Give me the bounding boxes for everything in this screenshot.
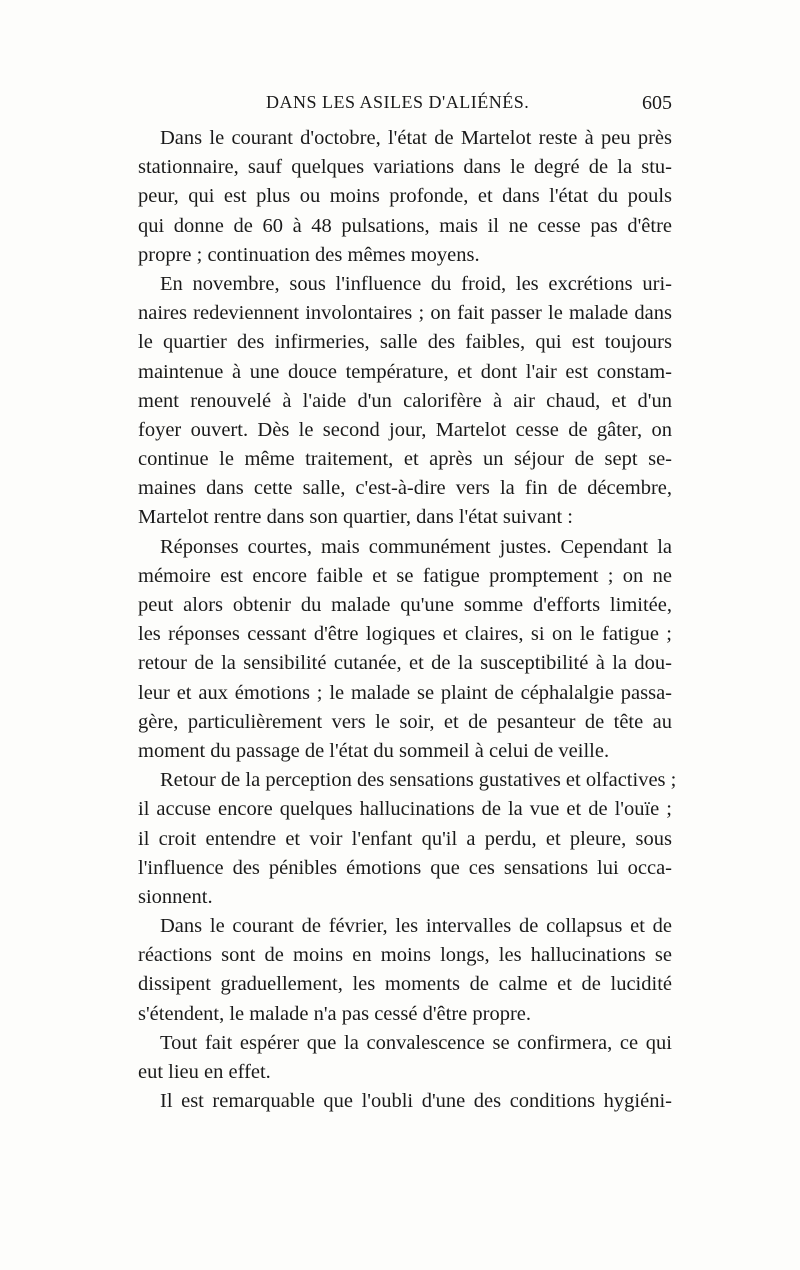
text-line: continue le même traitement, et après un séjour de sept se- bbox=[138, 448, 672, 471]
text-line: maintenue à une douce température, et dont l'air est constam- bbox=[138, 360, 672, 383]
text-line: naires redeviennent involontaires ; on fait passer le malade dans bbox=[138, 302, 672, 325]
text-line: maines dans cette salle, c'est-à-dire vers la fin de décembre, bbox=[138, 477, 672, 500]
text-line: stationnaire, sauf quelques variations dans le degré de la stu- bbox=[138, 156, 672, 179]
text-line: s'étendent, le malade n'a pas cessé d'être propre. bbox=[138, 1002, 532, 1025]
text-line: dissipent graduellement, les moments de calme et de lucidité bbox=[138, 973, 672, 996]
text-line: moment du passage de l'état du sommeil à celui de veille. bbox=[138, 739, 610, 762]
text-line: Il est remarquable que l'oubli d'une des conditions hygiéni- bbox=[160, 1090, 672, 1113]
text-line: Tout fait espérer que la convalescence se confirmera, ce qui bbox=[160, 1031, 672, 1054]
text-line: l'influence des pénibles émotions que ces sensations lui occa- bbox=[138, 856, 672, 879]
text-line: Dans le courant d'octobre, l'état de Martelot reste à peu près bbox=[160, 127, 672, 149]
text-line: retour de la sensibilité cutanée, et de la susceptibilité à la dou- bbox=[138, 652, 672, 675]
text-line: Martelot rentre dans son quartier, dans l'état suivant : bbox=[138, 506, 573, 529]
text-line: réactions sont de moins en moins longs, les hallucinations se bbox=[138, 944, 672, 967]
text-line: Dans le courant de février, les intervalles de collapsus et de bbox=[160, 915, 672, 938]
text-line: le quartier des infirmeries, salle des faibles, qui est toujours bbox=[138, 331, 672, 354]
body-text bbox=[138, 124, 677, 1116]
text-line: foyer ouvert. Dès le second jour, Martelot cesse de gâter, on bbox=[138, 418, 672, 441]
text-line: peut alors obtenir du malade qu'une somme d'efforts limitée, bbox=[138, 594, 672, 616]
text-line: mémoire est encore faible et se fatigue promptement ; on ne bbox=[138, 564, 672, 587]
text-line: qui donne de 60 à 48 pulsations, mais il ne cesse pas d'être bbox=[138, 214, 672, 237]
text-line: peur, qui est plus ou moins profonde, et dans l'état du pouls bbox=[138, 185, 672, 208]
text-line: gère, particulièrement vers le soir, et de pesanteur de tête au bbox=[138, 710, 672, 733]
text-line: propre ; continuation des mêmes moyens. bbox=[138, 243, 480, 266]
running-header bbox=[138, 92, 672, 120]
running-title: DANS LES ASILES D'ALIÉNÉS. bbox=[266, 92, 530, 112]
text-line: En novembre, sous l'influence du froid, les excrétions uri- bbox=[160, 272, 672, 295]
text-line: leur et aux émotions ; le malade se plaint de céphalalgie passa- bbox=[138, 681, 672, 704]
page-number: 605 bbox=[642, 92, 672, 114]
text-line: sionnent. bbox=[138, 885, 213, 908]
text-line: ment renouvelé à l'aide d'un calorifère à air chaud, et d'un bbox=[138, 389, 672, 412]
text-line: Réponses courtes, mais communément justes. Cependant la bbox=[160, 535, 672, 558]
text-line: il croit entendre et voir l'enfant qu'il a perdu, et pleure, sous bbox=[138, 827, 672, 850]
text-line: Retour de la perception des sensations gustatives et olfactives ; bbox=[160, 769, 677, 792]
text-line: eut lieu en effet. bbox=[138, 1061, 271, 1083]
text-line: il accuse encore quelques hallucinations de la vue et de l'ouïe ; bbox=[138, 798, 672, 821]
text-line: les réponses cessant d'être logiques et claires, si on le fatigue ; bbox=[138, 623, 672, 646]
